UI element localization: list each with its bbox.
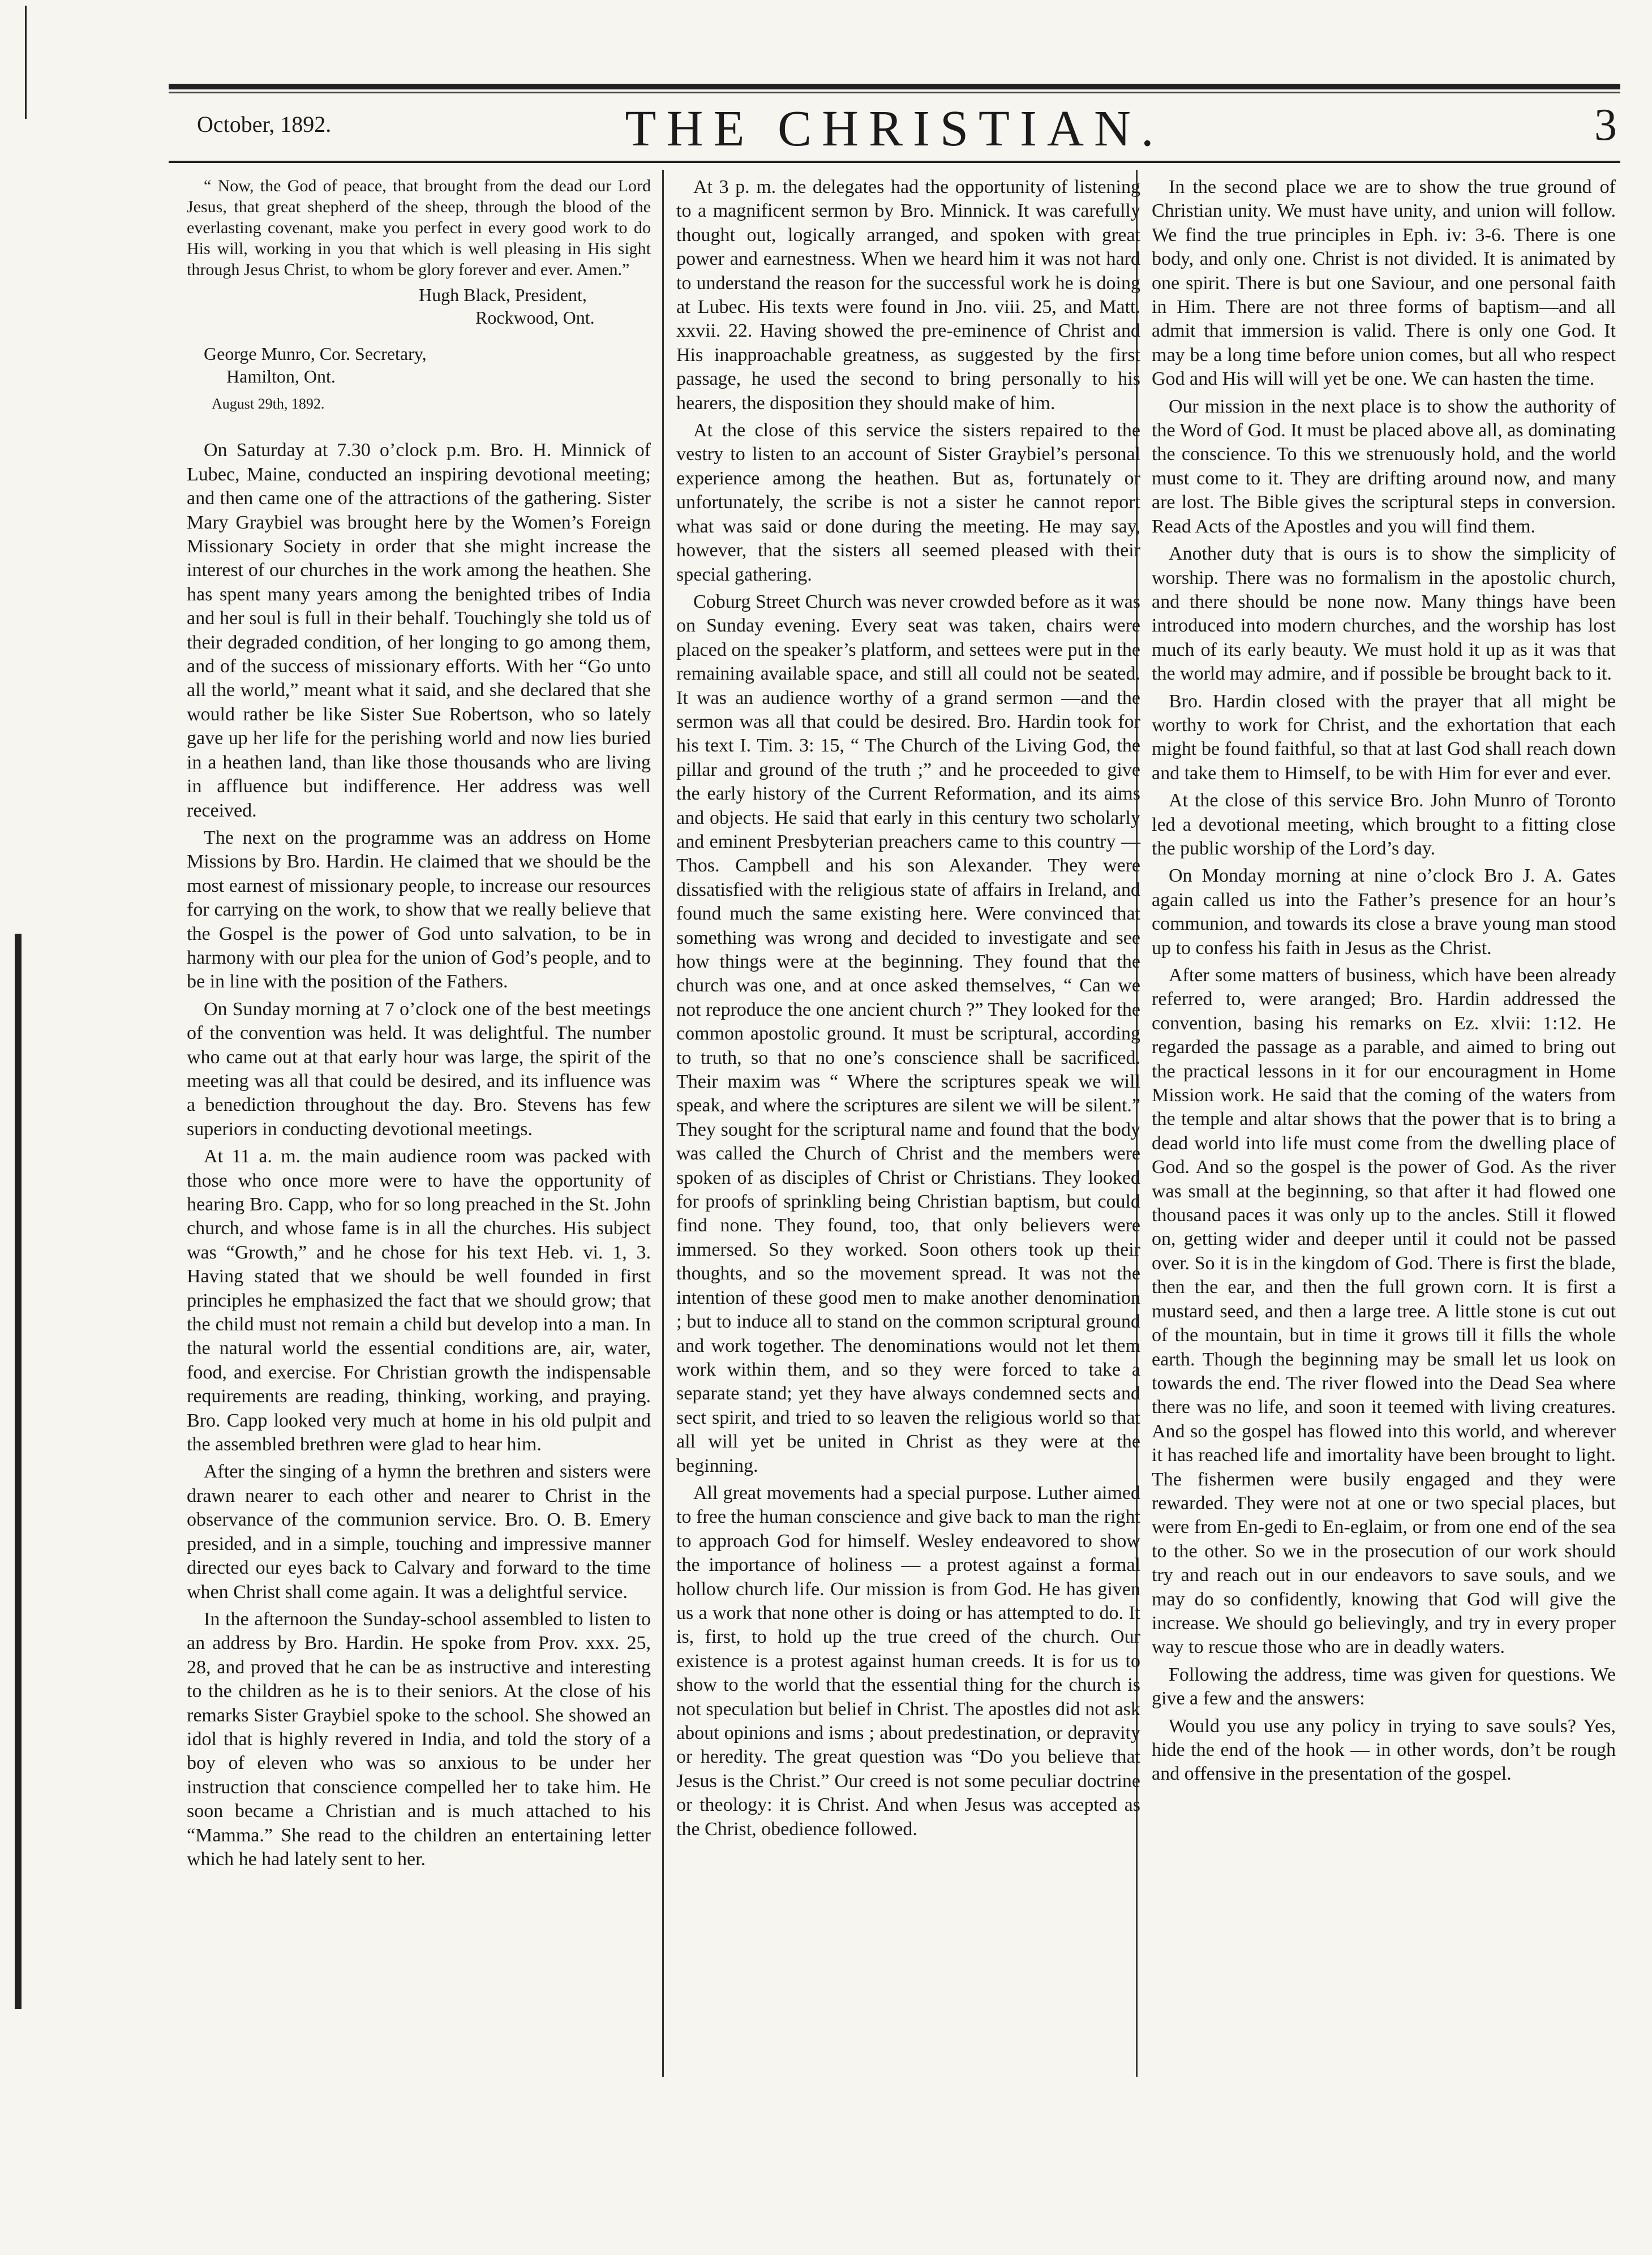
paragraph: In the afternoon the Sunday-school assembled to listen to an address by Bro. Hardin. He spoke from Prov. xxx. 25, 28, and proved that he can be as instructive and interesting to the children as he is to their seniors. At the close of his remarks Sister Graybiel spoke to the school. She showed an idol that is highly revered in India, and told the story of a boy of eleven who was so anxious to be under her instruction that conscience compelled her to take him. He soon became a Christian and is much attached to his “Mamma.” She read to the children an entertaining letter which he had lately sent to her. xyxy=(187,1608,651,1870)
paragraph: After the singing of a hymn the brethren and sisters were drawn nearer to each other and nearer to Christ in the observance of the communion service. Bro. O. B. Emery presided, and in a simple, touching and impressive manner directed our eyes back to Calvary and forward to the time when Christ shall come again. It was a delightful service. xyxy=(187,1461,651,1603)
header-rule-thin xyxy=(169,92,1620,93)
masthead-title: THE CHRISTIAN. xyxy=(625,101,1164,157)
paragraph: On Saturday at 7.30 o’clock p.m. Bro. H. Minnick of Lubec, Maine, conducted an inspiring devotional meeting; and then came one of the attractions of the gathering. Sister Mary Graybiel was brought here by the Women’s Foreign Missionary Society in order that she might increase the interest of our churches in the work among the heathen. She has spent many years among the benighted tribes of India and her soul is full in their behalf. Touchingly she told us of their degraded condition, of her longing to go among them, and of the success of missionary efforts. With her “Go unto all the world,” meant what it said, and she declared that she would rather be like Sister Sue Robertson, who so lately gave up her life for the perishing world and now lies buried in a heathen land, than like those thousands who are living in affluence but indifference. Her address was well received. xyxy=(187,440,651,821)
benediction-quote: “ Now, the God of peace, that brought from the dead our Lord Jesus, that great shepherd of the sheep, through the blood of the everlasting covenant, make you perfect in every good work to do His will, working in you that which is well pleasing in His sight through Jesus Christ, to whom be glory forever and ever. Amen.” xyxy=(187,177,651,279)
paragraph: Coburg Street Church was never crowded before as it was on Sunday evening. Every seat was taken, chairs were placed on the speaker’s platform, and settees were put in the remaining available space, and still all could not be seated. It was an audience worthy of a grand sermon —and the sermon was all that could be desired. Bro. Hardin took for his text I. Tim. 3: 15, “ The Church of the Living God, the pillar and ground of the truth ;” and he proceeded to give the early history of the Current Reformation, and its aims and objects. He said that early in this century two scholarly and eminent Presbyterian preachers came to this country — Thos. Campbell and his son Alexander. They were dissatisfied with the religious state of affairs in Ireland, and found much the same existing here. Were convinced that something was wrong and decided to investigate and see how things were at the beginning. They found that the church was one, and at once asked themselves, “ Can we not reproduce the one ancient church ?” They looked for the common apostolic ground. It must be scriptural, according to truth, so that no one’s conscience shall be sacrificed. Their maxim was “ Where the scriptures speak we will speak, and where the scriptures are silent we will be silent.” They sought for the scriptural name and found that the body was called the Church of Christ and the members were spoken of as disciples of Christ or Christians. They looked for proofs of sprinkling being Christian baptism, but could find none. They found, too, that only believers were immersed. So they worked. Soon others took up their thoughts, and so the movement spread. It was not the intention of these good men to make another denomination ; but to induce all to stand on the common scriptural ground and work together. The denominations would not let them work within them, and so they were forced to take a separate stand; yet they have always condemned sects and sect spirit, and tried to so leaven the religious world so that all will yet be united in Christ as they were at the beginning. xyxy=(676,591,1140,1476)
column-divider-1 xyxy=(662,170,664,2077)
signature-name: George Munro, Cor. Secretary, xyxy=(204,343,427,364)
paragraph: Another duty that is ours is to show the simplicity of worship. There was no formalism in the apostolic church, and there should be none now. Many things have been introduced into modern churches, and the worship has lost much of its early beauty. We must hold it up as it was that the world may admire, and if possible be brought back to it. xyxy=(1152,543,1616,685)
issue-date: October, 1892. xyxy=(197,111,332,137)
paragraph: Following the address, time was given for questions. We give a few and the answers: xyxy=(1152,1664,1616,1709)
paragraph: After some matters of business, which have been already referred to, were aranged; Bro. Hardin addressed the convention, basing his remarks on Ez. xlvii: 1:12. He regarded the passage as a parable, and aimed to bring out the practical lessons in it for our encouragment in Home Mission work. He said that the coming of the waters from the temple and altar shows that the power that is to bring a dead world into life must come from the dwelling place of God. And so the gospel is the power of God. As the river was small at the beginning, so that after it had flowed one thousand paces it was only up to the ancles. Still it flowed on, getting wider and deeper until it could not be passed over. So it is in the kingdom of God. There is first the blade, then the ear, and then the full grown corn. It is first a mustard seed, and then a large tree. A little stone is cut out of the mountain, but in time it grows till it fills the whole earth. Though the beginning may be small let us look on towards the end. The river flowed into the Dead Sea where there was no life, and soon it teemed with living creatures. And so the gospel has flowed into this world, and wherever it has reached life and imortality have been brought to light. The fishermen were busily engaged and they were rewarded. They were not at one or two special places, but were from En-gedi to En-eglaim, or from one end of the sea to the other. So we in the prosecution of our work should try and reach out in our endeavors to save souls, and we may do so confidently, knowing that God will give the increase. We should go believingly, and try in every proper way to rescue those who are in deadly waters. xyxy=(1152,965,1616,1658)
signature-place: Hamilton, Ont. xyxy=(226,366,336,386)
header-rule-bottom xyxy=(169,161,1620,163)
dateline: August 29th, 1892. xyxy=(212,396,325,412)
paragraph: The next on the programme was an address on Home Missions by Bro. Hardin. He claimed that we should be the most earnest of missionary people, to increase our resources for carrying on the work, to show that we really believe that the Gospel is the power of God unto salvation, to be in harmony with our plea for the union of God’s people, and to be in line with the position of the Fathers. xyxy=(187,827,651,993)
paragraph: On Monday morning at nine o’clock Bro J. A. Gates again called us into the Father’s presence for an hour’s communion, and towards its close a brave young man stood up to confess his faith in Jesus as the Christ. xyxy=(1152,865,1616,959)
signature-name: Hugh Black, President, xyxy=(419,285,587,305)
paragraph: In the second place we are to show the true ground of Christian unity. We must have unity, and union will follow. We find the true principles in Eph. iv: 3-6. There is one body, and only one. Christ is not divided. It is animated by one spirit. There is but one Saviour, and one personal faith in Him. There are not three forms of baptism—and all admit that immersion is valid. There is only one God. It may be a long time before union comes, but all who respect God and His will will yet be one. We can hasten the time. xyxy=(1152,177,1616,390)
paragraph: At 11 a. m. the main audience room was packed with those who once more were to have the opportunity of hearing Bro. Capp, who for so long preached in the St. John church, and whose fame is in all the churches. His subject was “Growth,” and he chose for his text Heb. vi. 1, 3. Having stated that we should be well founded in first principles he emphasized the fact that we should grow; that the child must not remain a child but develop into a man. In the natural world the essential conditions are, air, water, food, and exercise. For Christian growth the indispensable requirements are reading, thinking, working, and praying. Bro. Capp looked very much at home in his old pulpit and the assembled brethren were glad to hear him. xyxy=(187,1146,651,1455)
page-header xyxy=(169,100,1620,157)
paragraph: All great movements had a special purpose. Luther aimed to free the human conscience and give back to man the right to approach God for himself. Wesley endeavored to show the importance of holiness — a protest against a formal hollow church life. Our mission is from God. He has given us a work that none other is doing or has attempted to do. It is, first, to hold up the true creed of the church. Our existence is a protest against human creeds. It is for us to show to the world that the essential thing for the church is not speculation but belief in Christ. The apostles did not ask about opinions and isms ; about predestination, or depravity or heredity. The great question was “Do you believe that Jesus is the Christ.” Our creed is not some peculiar doctrine or theology: it is Christ. And when Jesus was accepted as the Christ, obedience followed. xyxy=(676,1482,1140,1840)
signature-president xyxy=(187,284,651,329)
paragraph: On Sunday morning at 7 o’clock one of the best meetings of the convention was held. It was delightful. The number who came out at that early hour was large, the spirit of the meeting was all that could be desired, and its influence was a benediction throughout the day. Bro. Stevens has few superiors in conducting devotional meetings. xyxy=(187,998,651,1140)
margin-bar-left xyxy=(15,934,22,2009)
paragraph: At the close of this service Bro. John Munro of Toronto led a devotional meeting, which brought to a fitting close the public worship of the Lord’s day. xyxy=(1152,790,1616,859)
header-rule-thick xyxy=(169,84,1620,89)
paragraph: Our mission in the next place is to show the authority of the Word of God. It must be placed above all, as dominating the conscience. To this we strenuously hold, and the world must come to it. They are drifting around now, and many are lost. The Bible gives the scriptural steps in conversion. Read Acts of the Apostles and you will find them. xyxy=(1152,396,1616,537)
signature-place: Rockwood, Ont. xyxy=(475,307,595,328)
paragraph: Would you use any policy in trying to save souls? Yes, hide the end of the hook — in other words, don’t be rough and offensive in the presentation of the gospel. xyxy=(1152,1715,1616,1785)
paragraph: At the close of this service the sisters repaired to the vestry to listen to an account of Sister Graybiel’s personal experience among the heathen. But as, fortunately or unfortunately, the scribe is not a sister he cannot report what was said or done during the meeting. He may say, however, that the sisters all seemed pleased with their special gathering. xyxy=(676,420,1140,585)
margin-tick-top xyxy=(25,6,27,119)
page-number: 3 xyxy=(1594,100,1617,150)
paragraph: Bro. Hardin closed with the prayer that all might be worthy to work for Christ, and the exhortation that each might be found faithful, so that at last God shall reach down and take them to Himself, to be with Him for ever and ever. xyxy=(1152,690,1616,784)
column-3 xyxy=(1152,175,1616,1790)
column-2 xyxy=(676,175,1140,1845)
column-1 xyxy=(187,175,651,1875)
signature-secretary xyxy=(187,342,651,388)
paragraph: At 3 p. m. the delegates had the opportunity of listening to a magnificent sermon by Bro. Minnick. It was carefully thought out, logically arranged, and spoken with great power and earnestness. When we heard him it was not hard to understand the reason for the successful work he is doing at Lubec. His texts were found in Jno. viii. 25, and Matt. xxvii. 22. Having showed the pre-eminence of Christ and His inapproachable greatness, as suggested by the first passage, he used the second to bring personally to his hearers, the disposition they should make of him. xyxy=(676,177,1140,414)
